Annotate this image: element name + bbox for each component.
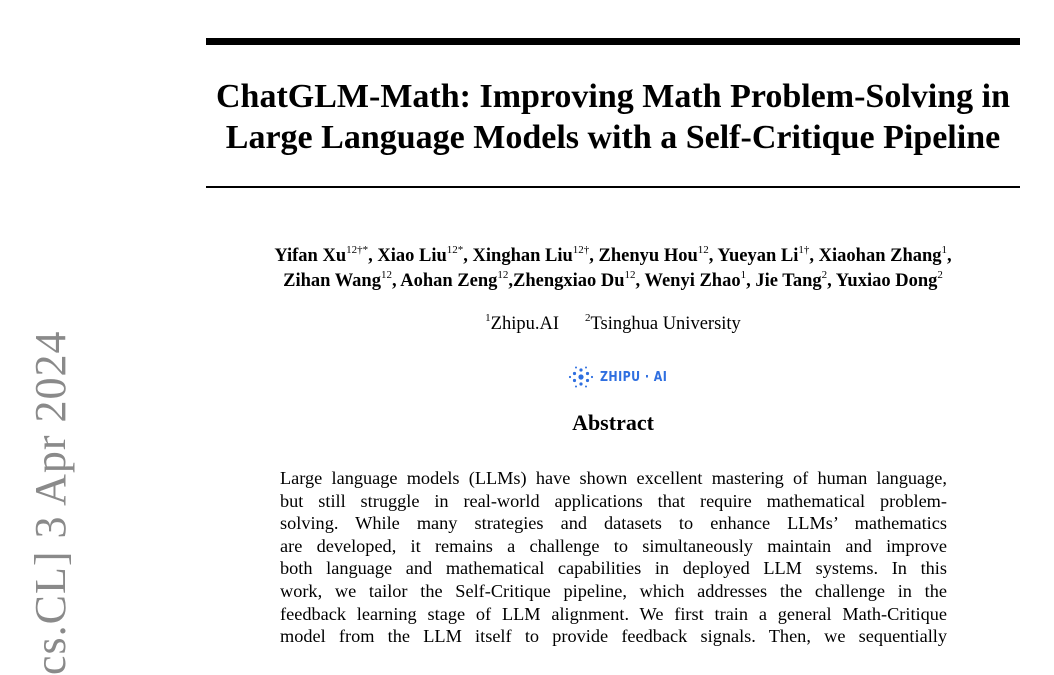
- abstract-body: [280, 467, 947, 648]
- author: Aohan Zeng$^{12}$,: [400, 269, 513, 291]
- abstract-line: Large language models (LLMs) have shown excellent mastering of human language,: [280, 468, 947, 488]
- author: Zhenyu Hou$^{12}$,: [598, 244, 714, 266]
- author-list: [150, 244, 1054, 294]
- abstract-line: are developed, it remains a challenge to simultaneously maintain and improve: [280, 535, 947, 556]
- arxiv-side-stamp: cs.CL] 3 Apr 2024: [26, 330, 75, 675]
- abstract-line: model from the LLM itself to provide feedback signals. Then, we sequentially: [280, 626, 947, 647]
- abstract-line: but still struggle in real-world applications that require mathematical problem-: [280, 490, 947, 511]
- title-top-rule: [206, 38, 1020, 45]
- author: Xinghan Liu$^{12\dagger}$,: [472, 244, 594, 266]
- affiliations: [150, 314, 1054, 335]
- author-line: [150, 269, 1054, 294]
- author: Xiaohan Zhang$^1$,: [818, 244, 952, 266]
- abstract-heading: Abstract: [572, 410, 654, 435]
- abstract-line: feedback learning stage of LLM alignment. We first train a general Math-Critique: [280, 603, 947, 624]
- zhipu-dots-icon: [568, 366, 594, 388]
- zhipu-ai-logo: [568, 366, 679, 388]
- title-line: ChatGLM-Math: Improving Math Problem-Solving in: [216, 78, 1010, 115]
- affiliation: $^2$Tsinghua University: [585, 312, 741, 334]
- title-bottom-rule: [206, 186, 1020, 188]
- author: Wenyi Zhao$^1$,: [644, 269, 751, 291]
- author: Yifan $Xu^{12\dagger*}$,: [274, 244, 373, 266]
- author: Yueyan $Li^{1\dagger}$,: [717, 244, 815, 266]
- title-line: Large Language Models with a Self-Critique Pipeline: [225, 119, 1001, 156]
- author: Zihan Wang$^{12}$,: [283, 269, 397, 291]
- author: Jie Tang$^2$,: [755, 269, 832, 291]
- author-line: [150, 244, 1054, 269]
- author: Yuxiao Dong$^2$: [835, 269, 943, 291]
- abstract-line: solving. While many strategies and datasets to enhance LLMs’ mathematics: [280, 513, 947, 534]
- abstract-line: both language and mathematical capabilities in deployed LLM systems. In this: [280, 558, 947, 579]
- paper-title: [150, 76, 1054, 158]
- affiliation: $^1$Zhipu.AI: [485, 312, 560, 334]
- logo-text: ZHIPU · AI: [600, 369, 668, 385]
- abstract-line: work, we tailor the Self-Critique pipeline, which addresses the challenge in the: [280, 580, 947, 601]
- author: Xiao Liu$^{12*}$,: [377, 244, 468, 266]
- author: Zhengxiao Du$^{12}$,: [513, 269, 641, 291]
